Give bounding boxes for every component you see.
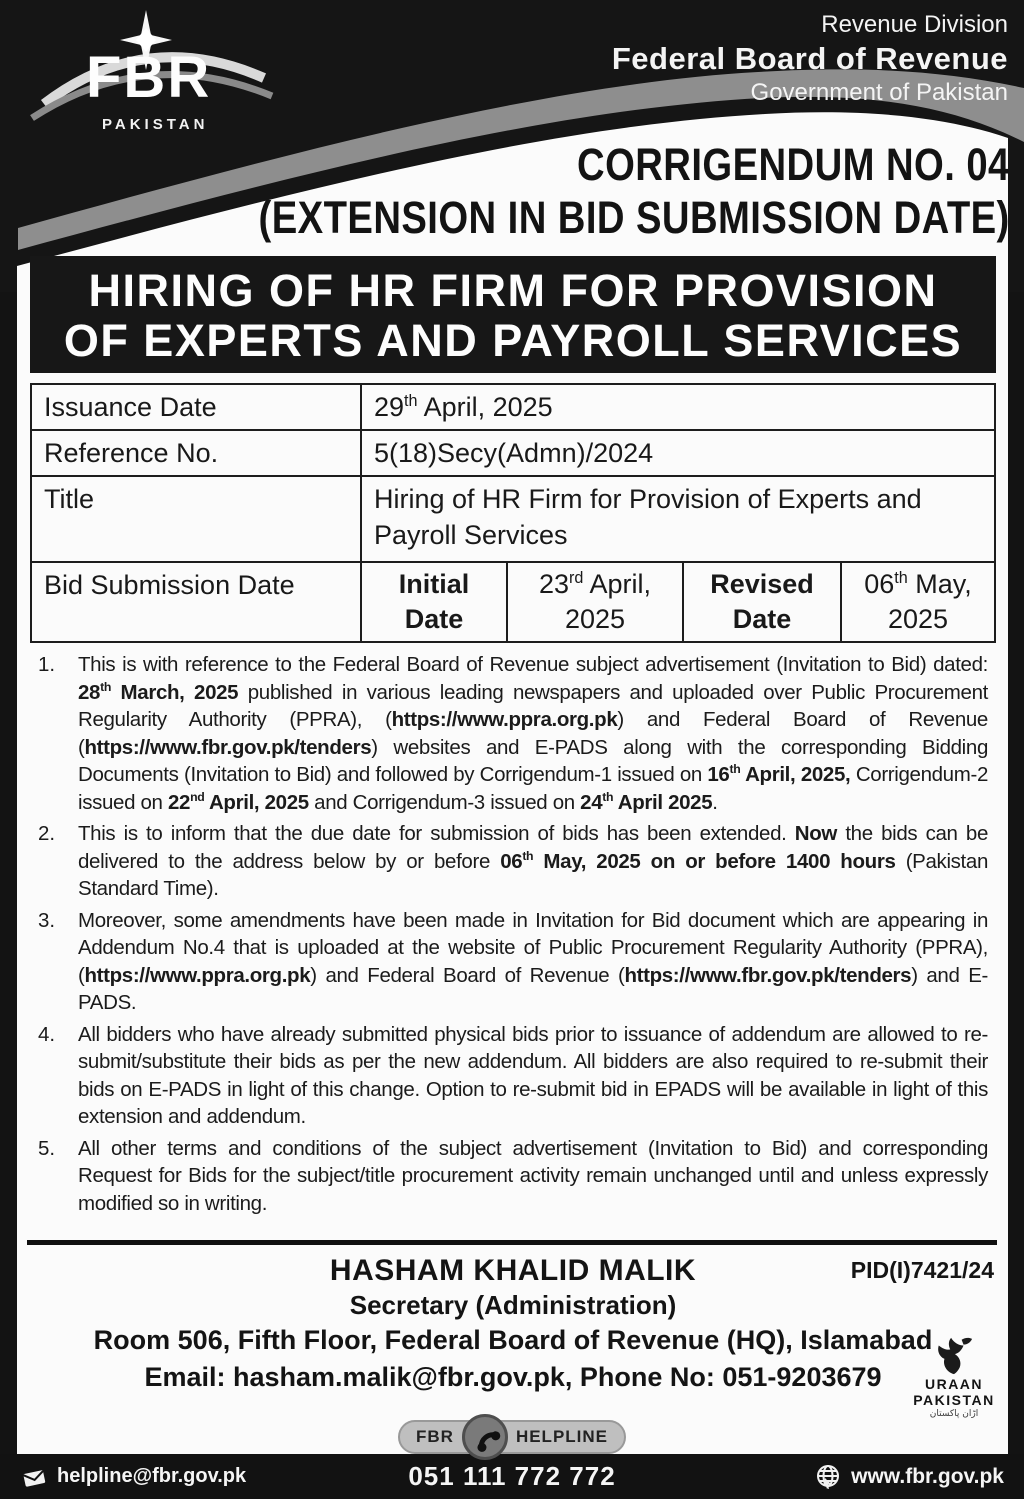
mail-icon xyxy=(20,1464,48,1490)
bid-initial-value: 23rd April, 2025 xyxy=(507,562,683,642)
list-item-number: 5. xyxy=(38,1136,56,1160)
signatory-title: Secretary (Administration) xyxy=(349,1290,677,1320)
signatory-name: HASHAM KHALID MALIK xyxy=(329,1254,697,1287)
list-item-number: 1. xyxy=(38,653,56,676)
uraan-country-label: PAKISTAN xyxy=(913,1392,995,1408)
list-item xyxy=(36,907,990,1017)
fbr-logo xyxy=(26,6,276,146)
reference-label: Reference No. xyxy=(31,430,361,476)
list-item xyxy=(36,651,990,816)
list-item-text: This is to inform that the due date for submission of bids has been extended. Now the bids can be delivered to the address below by or before 06th May, 2025 on or before 1400 hours (Pakistan Standard Time). xyxy=(78,822,989,900)
helpline-badge-fbr: FBR xyxy=(415,1427,454,1446)
uraan-urdu-tagline: اڑان پاکستان xyxy=(929,1409,979,1419)
list-item-text: Moreover, some amendments have been made in Invitation for Bid document which are appearing in Addendum No.4 that is uploaded at the website of Public Procurement Regularity Authority (PPRA), (https://www.ppra.org.pk) and Federal Board of Revenue (https://www.fbr.gov.pk/tenders) and E-PADS. xyxy=(78,908,989,1014)
helpline-phone-number: 051 111 772 772 xyxy=(408,1461,616,1491)
website-link xyxy=(814,1454,1004,1499)
bid-revised-label: Revised Date xyxy=(683,562,841,642)
corrigendum-title xyxy=(259,138,1010,244)
tender-info-table xyxy=(30,383,996,643)
issuance-label: Issuance Date xyxy=(31,384,361,430)
pid-number: PID(I)7421/24 xyxy=(850,1257,994,1283)
org-federal-board: Federal Board of Revenue xyxy=(611,41,1008,76)
list-item-number: 2. xyxy=(38,822,56,845)
list-item xyxy=(36,1135,990,1218)
org-block xyxy=(612,10,1008,108)
contact-line: Email: hasham.malik@fbr.gov.pk, Phone No: 051-9203679 xyxy=(144,1362,882,1392)
tender-banner-line1: HIRING OF HR FIRM FOR PROVISION xyxy=(88,265,938,316)
globe-icon xyxy=(814,1463,842,1491)
tender-banner xyxy=(30,256,996,373)
fbr-logo-country: PAKISTAN xyxy=(102,116,209,133)
divider-rule xyxy=(27,1240,997,1245)
bid-initial-label: Initial Date xyxy=(361,562,507,642)
org-government: Government of Pakistan xyxy=(750,79,1008,106)
issuance-value: 29th April, 2025 xyxy=(361,384,995,430)
table-row-bid-submission xyxy=(31,562,995,642)
bid-revised-value: 06th May, 2025 xyxy=(841,562,995,642)
table-row-title xyxy=(31,476,995,562)
list-item-number: 3. xyxy=(38,908,56,932)
table-row-reference xyxy=(31,430,995,476)
notice-list xyxy=(36,651,990,1221)
bottom-contact-bar xyxy=(0,1454,1024,1499)
uraan-bird-icon xyxy=(933,1336,975,1376)
list-item-text: This is with reference to the Federal Board of Revenue subject advertisement (Invitation to Bid) dated: 28th March, 2025 published in various leading newspapers and uploaded over Public Procurement Regularity Authority (PPRA), (https://www.ppra.org.pk) and Federal Board of Revenue (https://www.fbr.gov.pk/tenders) websites and E-PADS along with the corresponding Bidding Documents (Invitation to Bid) and followed by Corrigendum-1 issued on 16th April, 2025, Corrigendum-2 issued on 22nd April, 2025 and Corrigendum-3 issued on 24th April 2025. xyxy=(78,653,988,814)
fbr-logo-text: FBR xyxy=(86,45,212,110)
uraan-pakistan-logo xyxy=(902,1336,1006,1420)
reference-value: 5(18)Secy(Admn)/2024 xyxy=(361,430,995,476)
helpline-email xyxy=(20,1454,246,1499)
corrigendum-title-line1: CORRIGENDUM NO. 04 xyxy=(577,139,1010,190)
helpline-badge-label: HELPLINE xyxy=(515,1427,609,1446)
table-row-issuance xyxy=(31,384,995,430)
list-item-text: All other terms and conditions of the subject advertisement (Invitation to Bid) and corresponding Request for Bids for the subject/title procurement activity remain unchanged until and unless expressly modified so in writing. xyxy=(78,1136,988,1215)
signature-block xyxy=(30,1252,996,1396)
office-address: Room 506, Fifth Floor, Federal Board of Revenue (HQ), Islamabad xyxy=(93,1325,933,1355)
org-revenue-division: Revenue Division xyxy=(821,11,1008,38)
bid-label: Bid Submission Date xyxy=(31,562,361,642)
list-item-text: All bidders who have already submitted physical bids prior to issuance of addendum are allowed to re-submit/substitute their bids as per the new addendum. All bidders are also required to re-submit their bids on E-PADS in light of this change. Option to re-submit bid in EPADS will be available in light of this extension and addendum. xyxy=(78,1022,988,1128)
corrigendum-title-line2: (EXTENSION IN BID SUBMISSION DATE) xyxy=(258,192,1010,243)
tender-banner-line2: OF EXPERTS AND PAYROLL SERVICES xyxy=(63,315,963,366)
website-link-text: www.fbr.gov.pk xyxy=(851,1464,1004,1488)
title-value: Hiring of HR Firm for Provision of Experts and Payroll Services xyxy=(361,476,995,562)
fbr-helpline-badge xyxy=(398,1420,626,1454)
list-item xyxy=(36,820,990,903)
title-label: Title xyxy=(31,476,361,562)
list-item-number: 4. xyxy=(38,1022,56,1046)
list-item xyxy=(36,1021,990,1131)
helpline-email-text: helpline@fbr.gov.pk xyxy=(57,1465,247,1487)
phone-icon xyxy=(462,1414,508,1460)
uraan-label: URAAN xyxy=(924,1376,984,1392)
